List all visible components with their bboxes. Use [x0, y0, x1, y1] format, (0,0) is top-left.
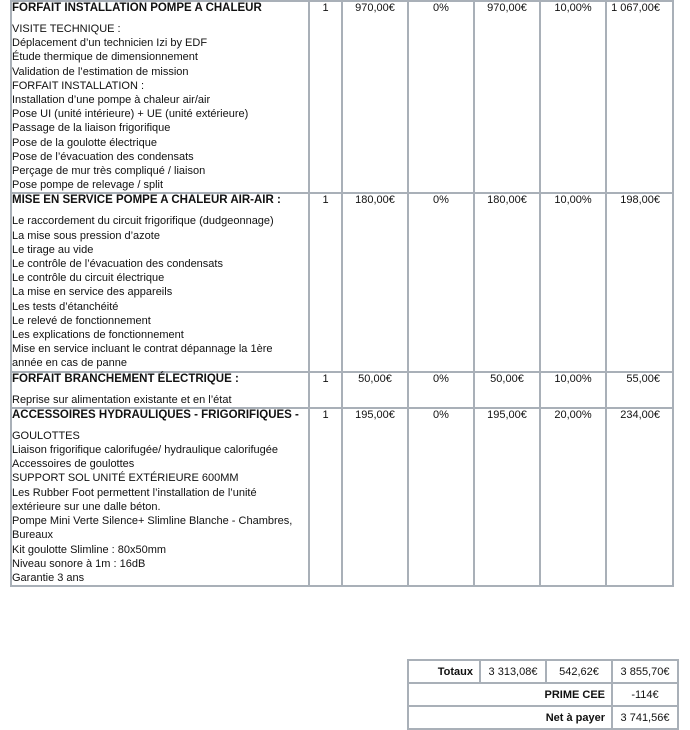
item-total-ht: 50,00€ [474, 372, 540, 408]
item-description [11, 193, 309, 371]
item-description-line: Kit goulotte Slimline : 80x50mm [12, 543, 167, 556]
prime-label: PRIME CEE [408, 683, 612, 706]
item-description-line: Pose de la goulotte électrique [12, 136, 157, 149]
item-description-line: Étude thermique de dimensionnement [12, 51, 198, 64]
item-title: MISE EN SERVICE POMPE A CHALEUR AIR-AIR : [12, 194, 281, 207]
item-description-line: Garantie 3 ans [12, 571, 85, 584]
item-qty: 1 [309, 372, 342, 408]
item-unit-price: 50,00€ [342, 372, 408, 408]
item-description-line: GOULOTTES [12, 429, 80, 442]
table-row [11, 193, 673, 371]
item-description-line: Les tests d’étanchéité [12, 300, 119, 313]
item-total-ttc: 198,00€ [606, 193, 673, 371]
table-row [11, 372, 673, 408]
item-total-ttc: 55,00€ [606, 372, 673, 408]
item-total-ttc: 1 067,00€ [606, 1, 673, 193]
item-description-line: Installation d’une pompe à chaleur air/air [12, 94, 211, 107]
item-description-line: Pose UI (unité intérieure) + UE (unité extérieure) [12, 108, 249, 121]
item-description-line: Le contrôle du circuit électrique [12, 272, 165, 285]
item-vat: 20,00% [540, 408, 606, 586]
item-description-line: SUPPORT SOL UNITÉ EXTÉRIEURE 600MM [12, 472, 239, 485]
item-description-line: Déplacement d’un technicien Izi by EDF [12, 37, 208, 50]
totals-row [408, 660, 678, 683]
item-qty: 1 [309, 408, 342, 586]
item-description-line: Le tirage au vide [12, 243, 94, 256]
item-description-line: Les Rubber Foot permettent l’installation de l’unité [12, 486, 257, 499]
totals-vat: 542,62€ [546, 660, 612, 683]
item-title: ACCESSOIRES HYDRAULIQUES - FRIGORIFIQUES - [12, 408, 299, 421]
item-description [11, 1, 309, 193]
quote-items-table [10, 0, 674, 587]
item-unit-price: 970,00€ [342, 1, 408, 193]
prime-value: -114€ [612, 683, 678, 706]
item-vat: 10,00% [540, 193, 606, 371]
item-description-line: Pose de l’évacuation des condensats [12, 150, 194, 163]
item-qty: 1 [309, 193, 342, 371]
item-description-line: La mise sous pression d’azote [12, 229, 160, 242]
item-description-line: Le raccordement du circuit frigorifique (dudgeonnage) [12, 215, 274, 228]
item-discount: 0% [408, 1, 474, 193]
item-description-line: Bureaux [12, 529, 53, 542]
item-total-ht: 970,00€ [474, 1, 540, 193]
item-description-line: VISITE TECHNIQUE : [12, 23, 121, 35]
item-discount: 0% [408, 372, 474, 408]
item-description [11, 408, 309, 586]
item-total-ht: 195,00€ [474, 408, 540, 586]
item-discount: 0% [408, 408, 474, 586]
item-unit-price: 195,00€ [342, 408, 408, 586]
table-row [11, 1, 673, 193]
totals-ttc: 3 855,70€ [612, 660, 678, 683]
item-description-line: Accessoires de goulottes [12, 458, 135, 471]
item-description-line: Validation de l’estimation de mission [12, 65, 189, 78]
item-description-line: Pompe Mini Verte Silence+ Slimline Blanche - Chambres, [12, 515, 293, 528]
item-vat: 10,00% [540, 372, 606, 408]
net-value: 3 741,56€ [612, 706, 678, 729]
item-unit-price: 180,00€ [342, 193, 408, 371]
item-description-line: Le relevé de fonctionnement [12, 314, 151, 327]
item-description-line: Pose pompe de relevage / split [12, 179, 164, 192]
item-description-line: Reprise sur alimentation existante et en l’état [12, 393, 232, 406]
item-description-line: Liaison frigorifique calorifugée/ hydraulique calorifugée [12, 444, 278, 457]
item-description-line: Niveau sonore à 1m : 16dB [12, 557, 146, 570]
item-description-line: Les explications de fonctionnement [12, 329, 184, 342]
item-vat: 10,00% [540, 1, 606, 193]
item-qty: 1 [309, 1, 342, 193]
item-description-line: Passage de la liaison frigorifique [12, 122, 171, 135]
item-description [11, 372, 309, 408]
item-discount: 0% [408, 193, 474, 371]
item-description-line: Mise en service incluant le contrat dépannage la 1ère [12, 343, 273, 356]
totals-ht: 3 313,08€ [480, 660, 546, 683]
prime-row [408, 683, 678, 706]
item-description-line: Perçage de mur très compliqué / liaison [12, 165, 206, 178]
item-title: FORFAIT INSTALLATION POMPE A CHALEUR [12, 2, 262, 14]
totals-table [407, 659, 679, 730]
item-description-line: La mise en service des appareils [12, 286, 173, 299]
footer-fine-print [4, 716, 404, 726]
item-description-line: FORFAIT INSTALLATION : [12, 79, 145, 92]
item-description-line: année en cas de panne [12, 357, 127, 370]
item-description-line: Le contrôle de l’évacuation des condensats [12, 258, 223, 271]
totals-label: Totaux [408, 660, 480, 683]
item-total-ttc: 234,00€ [606, 408, 673, 586]
item-total-ht: 180,00€ [474, 193, 540, 371]
item-title: FORFAIT BRANCHEMENT ÉLECTRIQUE : [12, 372, 239, 385]
table-row [11, 408, 673, 586]
net-label: Net à payer [408, 706, 612, 729]
item-description-line: extérieure sur une dalle béton. [12, 500, 161, 513]
